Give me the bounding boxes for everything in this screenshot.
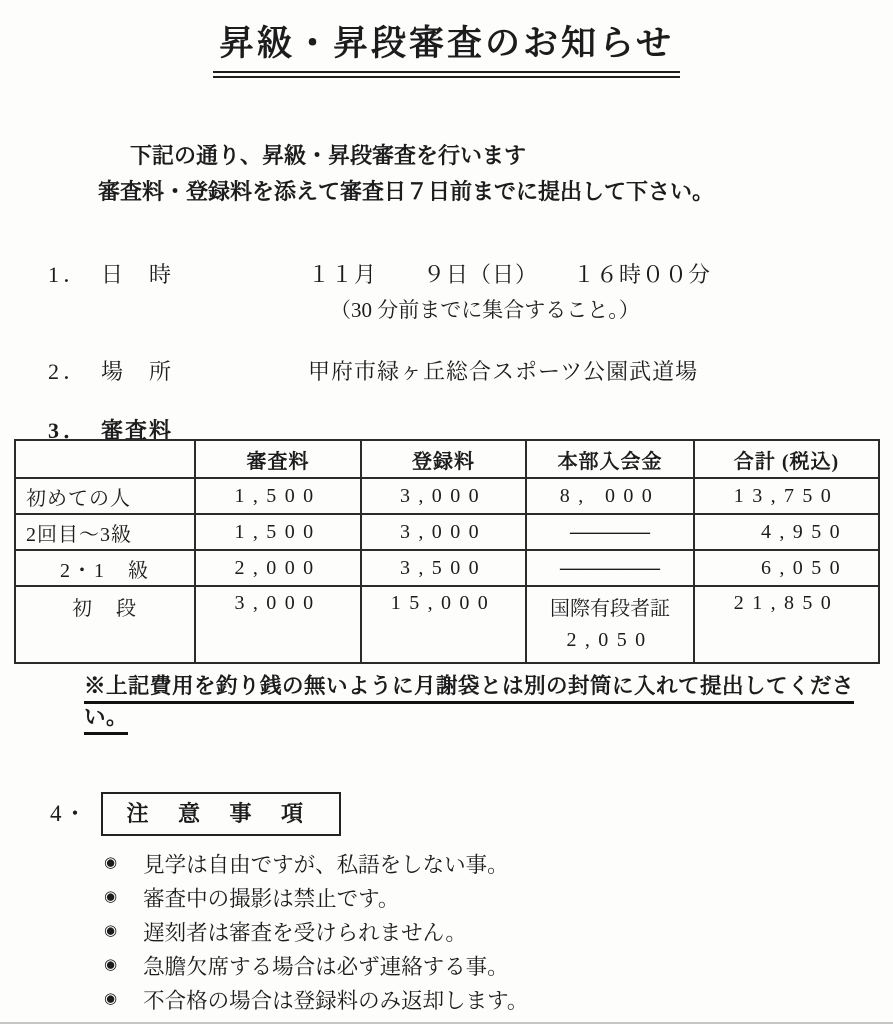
- section-cautions: [50, 792, 341, 836]
- row-label: 初めての人: [15, 478, 195, 514]
- row-label: 2回目～3級: [15, 514, 195, 550]
- exam-fee-cell: 1,500: [195, 478, 361, 514]
- section-datetime-label: 日 時: [101, 262, 174, 287]
- section-datetime-subnote: （30 分前までに集合すること。）: [330, 298, 640, 322]
- bullseye-bullet-icon: ◉: [104, 956, 118, 973]
- hq-fee-cell: ―――――: [526, 550, 694, 586]
- section-fees-number: 3．: [48, 418, 90, 443]
- cautions-list: [104, 846, 528, 1016]
- payment-note: [84, 669, 884, 731]
- table-row: [15, 586, 879, 663]
- fees-table: [14, 439, 880, 664]
- registration-fee-cell: 3,500: [361, 550, 526, 586]
- row-label: 2・1 級: [15, 550, 195, 586]
- section-place-value: 甲府市緑ヶ丘総合スポーツ公園武道場: [308, 359, 699, 384]
- list-item: [104, 914, 528, 948]
- exam-fee-cell: 3,000: [195, 586, 361, 663]
- total-cell: 21,850: [694, 586, 879, 663]
- payment-note-text: ※上記費用を釣り銭の無いように月謝袋とは別の封筒に入れて提出してください。: [84, 674, 854, 735]
- title-block: [0, 16, 893, 78]
- caution-text: 不合格の場合は登録料のみ返却します。: [143, 988, 529, 1013]
- section-place-number: 2．: [48, 359, 90, 384]
- list-item: [104, 948, 528, 982]
- list-item: [104, 982, 528, 1016]
- caution-text: 遅刻者は審査を受けられません。: [143, 920, 467, 945]
- hq-fee-text: 国際有段者証: [550, 598, 670, 620]
- caution-text: 見学は自由ですが、私語をしない事。: [143, 852, 509, 877]
- intro-block: [0, 138, 893, 210]
- header-exam-fee: 審査料: [195, 440, 361, 478]
- bullseye-bullet-icon: ◉: [104, 854, 118, 871]
- section-datetime-value: １１月 ９日（日） １６時００分: [308, 262, 712, 287]
- bullseye-bullet-icon: ◉: [104, 888, 118, 905]
- registration-fee-cell: 3,000: [361, 514, 526, 550]
- list-item: [104, 846, 528, 880]
- table-row: [15, 514, 879, 550]
- section-datetime: [0, 258, 893, 289]
- intro-line-2: 審査料・登録料を添えて審査日７日前までに提出して下さい。: [98, 179, 715, 204]
- header-total: 合計 (税込): [694, 440, 879, 478]
- exam-fee-cell: 2,000: [195, 550, 361, 586]
- hq-fee-cell: 8, 000: [526, 478, 694, 514]
- header-hq-fee: 本部入会金: [526, 440, 694, 478]
- exam-fee-cell: 1,500: [195, 514, 361, 550]
- header-empty: [15, 440, 195, 478]
- hq-fee-amount: 2,050: [566, 629, 654, 651]
- intro-line-1: 下記の通り、昇級・昇段審査を行います: [130, 143, 527, 168]
- section-place: [0, 355, 893, 386]
- page-title: 昇級・昇段審査のお知らせ: [213, 16, 680, 78]
- registration-fee-cell: 3,000: [361, 478, 526, 514]
- table-row: [15, 550, 879, 586]
- section-fees-label: 審査料: [101, 418, 174, 443]
- bullseye-bullet-icon: ◉: [104, 990, 118, 1007]
- section-place-label: 場 所: [101, 359, 174, 384]
- total-cell: 4,950: [694, 514, 879, 550]
- table-row: [15, 478, 879, 514]
- header-registration-fee: 登録料: [361, 440, 526, 478]
- total-cell: 13,750: [694, 478, 879, 514]
- bullseye-bullet-icon: ◉: [104, 922, 118, 939]
- caution-text: 審査中の撮影は禁止です。: [143, 886, 400, 911]
- table-header-row: [15, 440, 879, 478]
- hq-fee-cell: ――――: [526, 514, 694, 550]
- row-label: 初 段: [15, 586, 195, 663]
- hq-fee-cell: [526, 586, 694, 663]
- registration-fee-cell: 15,000: [361, 586, 526, 663]
- section-cautions-number: 4・: [50, 801, 89, 826]
- caution-text: 急膽欠席する場合は必ず連絡する事。: [143, 954, 509, 979]
- total-cell: 6,050: [694, 550, 879, 586]
- list-item: [104, 880, 528, 914]
- cautions-heading-box: 注 意 事 項: [101, 792, 342, 836]
- section-datetime-number: 1．: [48, 262, 90, 287]
